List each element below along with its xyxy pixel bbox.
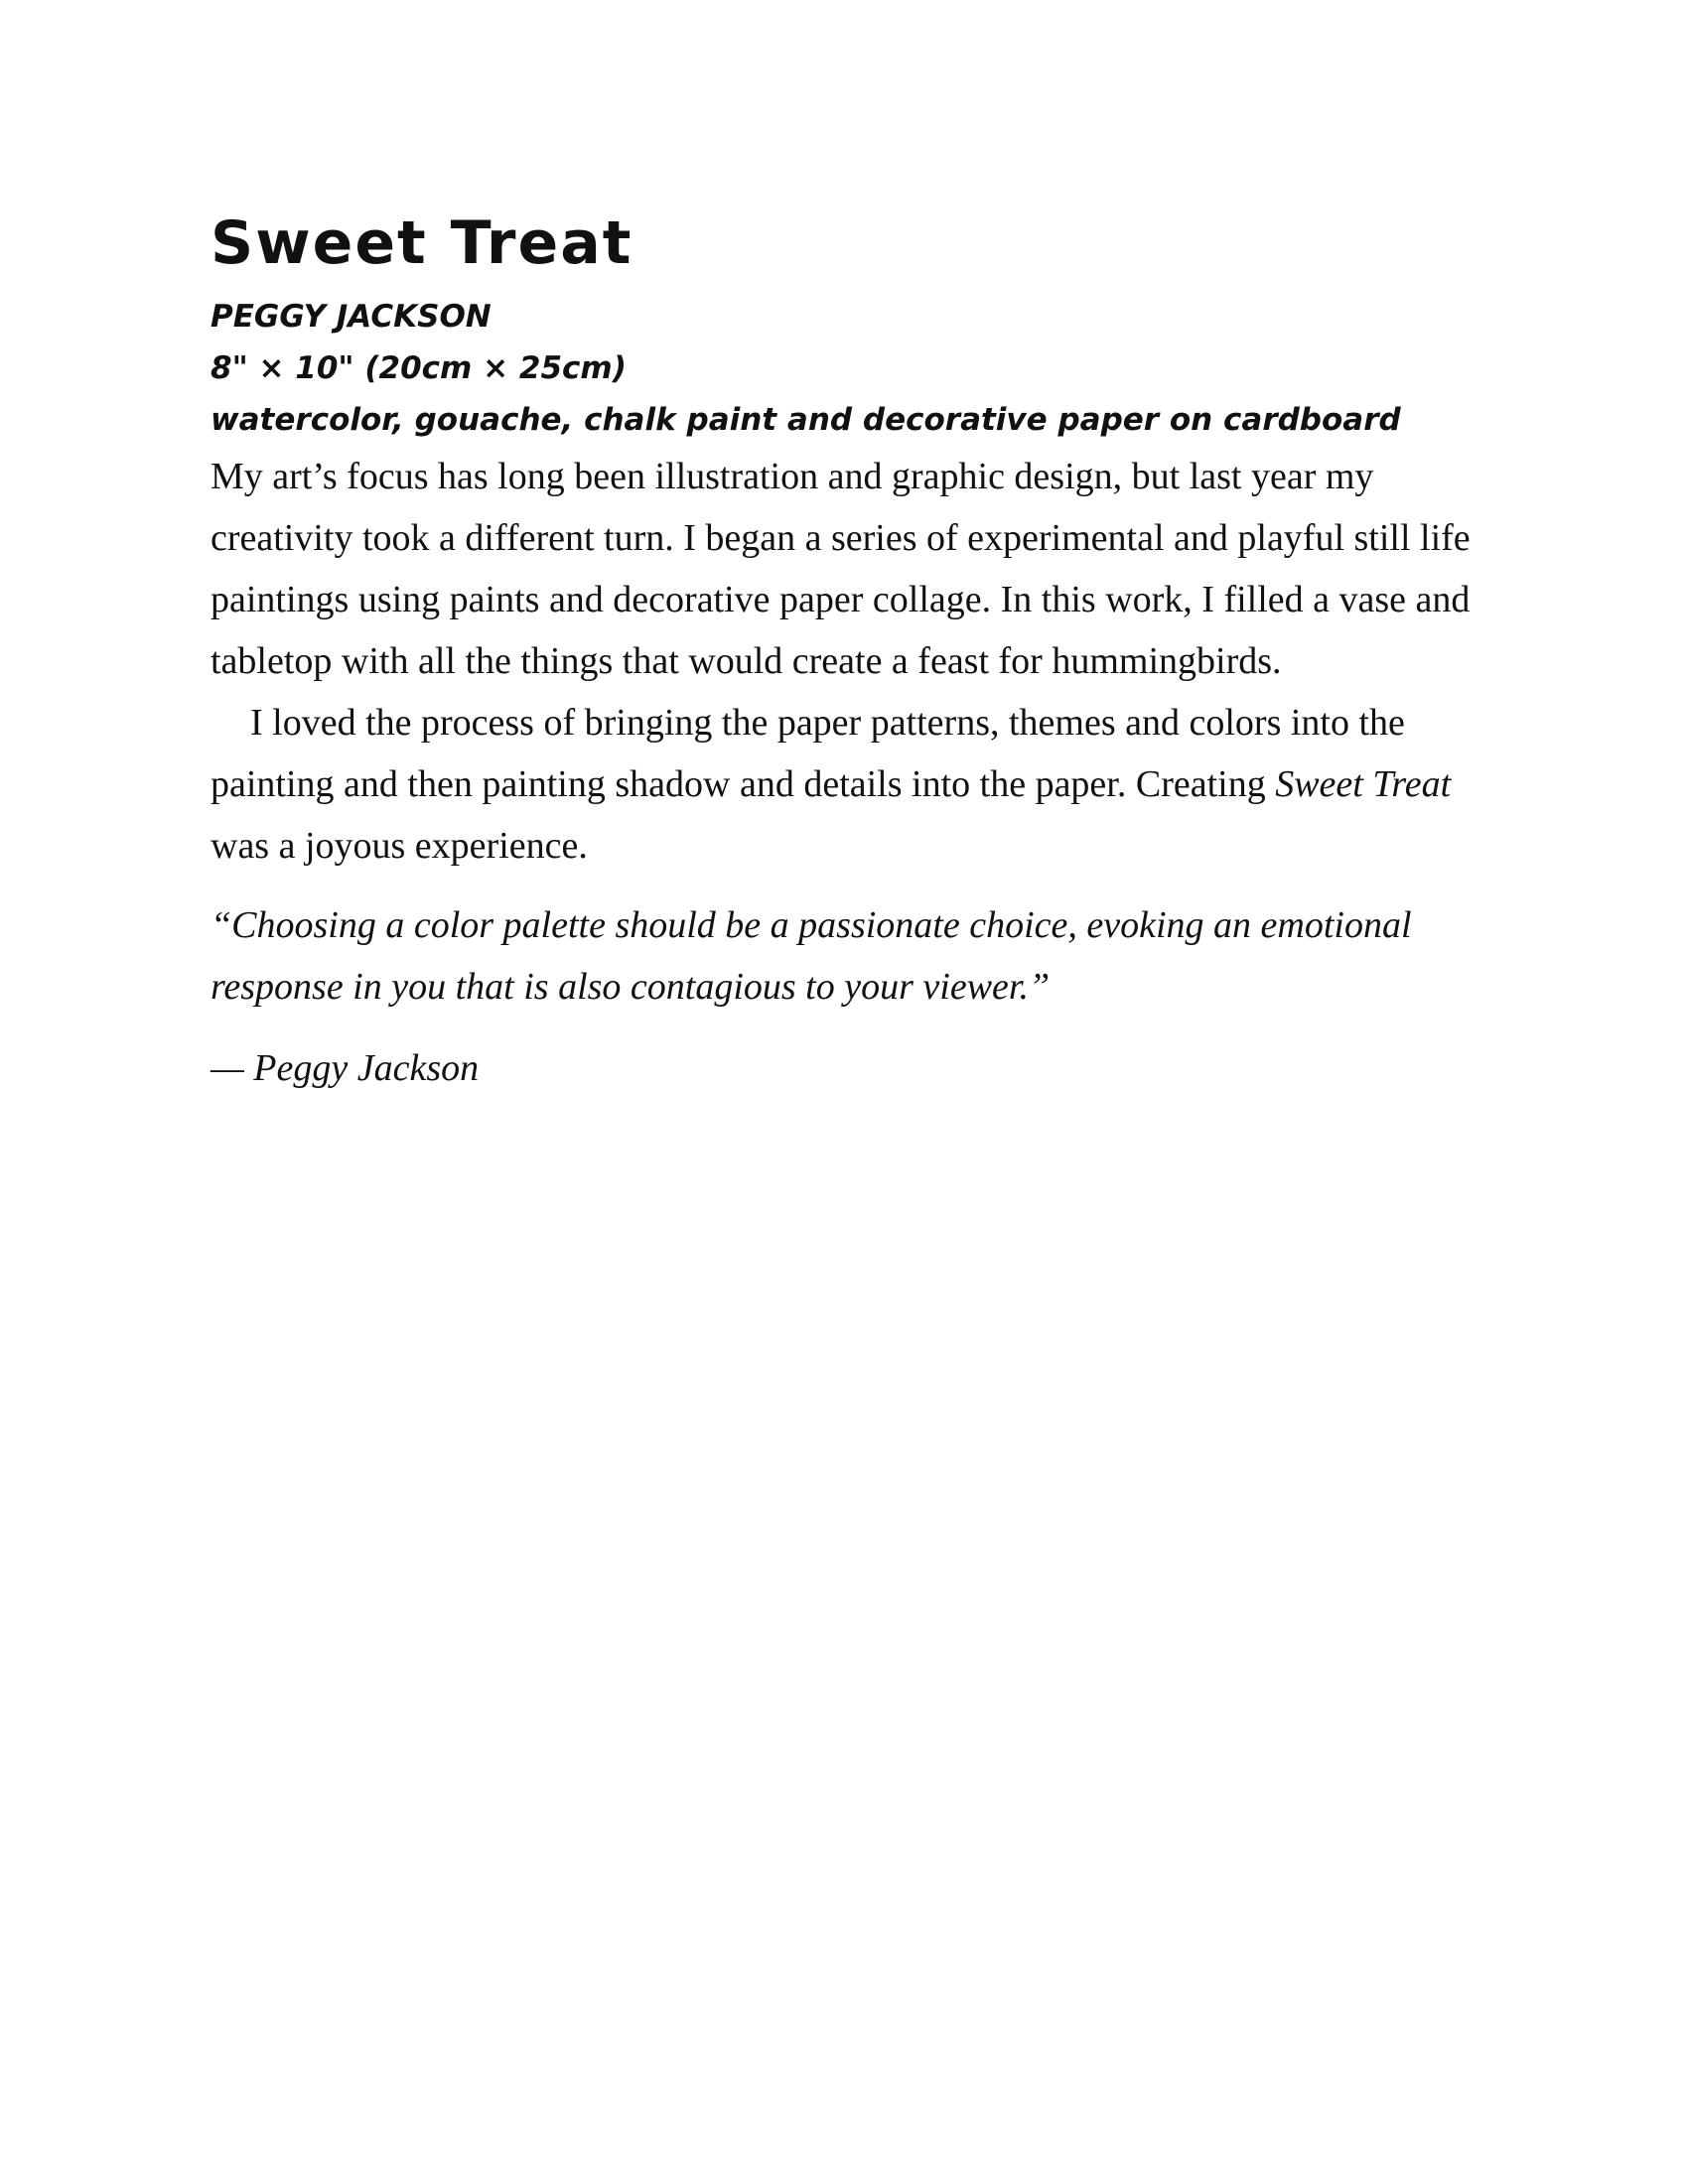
artist-statement-page	[211, 204, 1501, 1099]
paragraph-2-artwork-title: Sweet Treat	[1275, 763, 1452, 805]
paragraph-2-text-after: was a joyous experience.	[211, 825, 588, 867]
artwork-title: Sweet Treat	[211, 208, 633, 278]
artwork-dimensions: 8" × 10" (20cm × 25cm)	[211, 350, 627, 386]
statement-paragraph-2	[211, 692, 1501, 877]
statement-paragraph-1: My art’s focus has long been illustration and graphic design, but last year my creativity took a different turn. I began a series of experimental and playful still life paintings using paints and decorative paper collage. In this work, I filled a vase and tabletop with all the things that would create a feast for hummingbirds.	[211, 456, 1471, 682]
quote-attribution: — Peggy Jackson	[211, 1047, 480, 1089]
artist-quote: “Choosing a color palette should be a passionate choice, evoking an emotional response in you that is also contagious to your viewer.”	[211, 904, 1412, 1008]
paragraph-2-text-before: I loved the process of bringing the paper patterns, themes and colors into the painting and then painting shadow and details into the paper. Creating	[211, 702, 1405, 805]
artist-name: PEGGY JACKSON	[211, 299, 492, 335]
artwork-medium: watercolor, gouache, chalk paint and decorative paper on cardboard	[211, 402, 1401, 438]
